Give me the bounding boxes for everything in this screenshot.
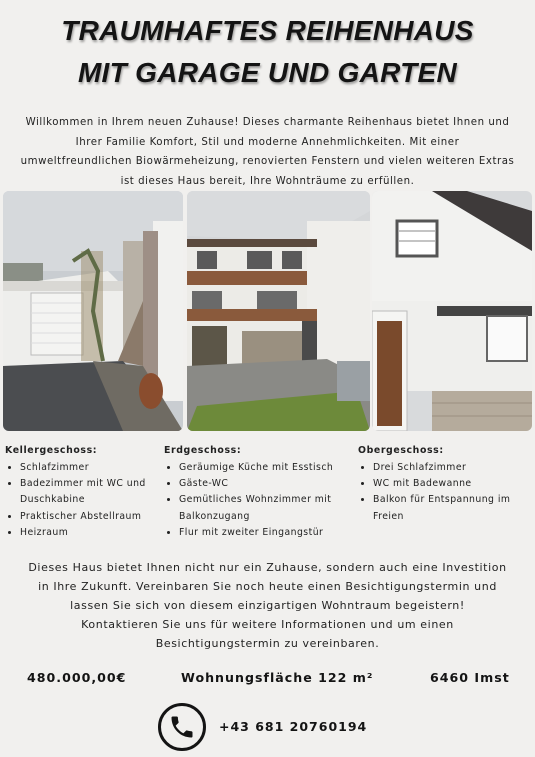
page-title: [0, 10, 535, 94]
list-item: • Praktischer Abstellraum: [20, 509, 160, 525]
outro-paragraph: [0, 558, 535, 653]
list-item: • Drei Schlafzimmer: [373, 460, 533, 476]
list-item-text: Balkon für Entspannung im: [373, 494, 511, 506]
list-item: • Geräumige Küche mit Esstisch: [179, 460, 349, 476]
intro-line: Ihrer Familie Komfort, Stil und moderne Annehmlichkeiten. Mit einer: [75, 136, 460, 148]
list-item-text: Freien: [373, 510, 404, 522]
phone-number[interactable]: +43 681 20760194: [219, 719, 368, 734]
living-area: Wohnungsfläche 122 m²: [181, 670, 374, 685]
title-line-1: TRAUMHAFTES REIHENHAUS: [61, 15, 474, 46]
photo-house-side-door: [372, 191, 532, 431]
price: 480.000,00€: [27, 670, 127, 685]
list-item: • WC mit Badewanne: [373, 476, 533, 492]
list-item: [179, 492, 349, 524]
list-item-text: Badezimmer mit WC und: [20, 478, 146, 490]
list-item: [373, 492, 533, 524]
kellergeschoss-heading: Kellergeschoss:: [5, 445, 98, 456]
outro-line: Kontaktieren Sie uns für weitere Informationen und um einen: [81, 618, 454, 631]
intro-line: umweltfreundlichen Biowärmeheizung, renovierten Fenstern und vielen weiteren Extras: [20, 156, 515, 167]
outro-line: in Ihre Zukunft. Vereinbaren Sie noch heute einen Besichtigungstermin und: [38, 580, 497, 593]
features-obergeschoss: [358, 445, 533, 525]
intro-line: Willkommen in Ihrem neuen Zuhause! Dieses charmante Reihenhaus bietet Ihnen und: [25, 117, 510, 128]
photo-garage-entrance: [3, 191, 183, 431]
obergeschoss-heading: Obergeschoss:: [358, 445, 444, 456]
title-line-2: MIT GARAGE UND GARTEN: [77, 57, 458, 88]
outro-line: Dieses Haus bietet Ihnen nicht nur ein Zuhause, sondern auch eine Investition: [28, 561, 507, 574]
list-item: • Gäste-WC: [179, 476, 349, 492]
outro-line: Besichtigungstermin zu vereinbaren.: [155, 637, 380, 650]
erdgeschoss-heading: Erdgeschoss:: [164, 445, 242, 456]
list-item-text: Duschkabine: [20, 494, 85, 506]
list-item: • Flur mit zweiter Eingangstür: [179, 525, 349, 541]
intro-paragraph: [0, 113, 535, 191]
list-item-text: Balkonzugang: [179, 510, 250, 522]
list-item: • Schlafzimmer: [20, 460, 160, 476]
intro-line: ist dieses Haus bereit, Ihre Wohnträume zu erfüllen.: [120, 175, 415, 187]
phone-icon: [158, 703, 206, 751]
location: 6460 Imst: [430, 670, 510, 685]
list-item: [20, 476, 160, 508]
outro-line: lassen Sie sich von diesem einzigartigen Wohntraum begeistern!: [70, 599, 465, 612]
list-item: • Heizraum: [20, 525, 160, 541]
list-item-text: Gemütliches Wohnzimmer mit: [179, 494, 332, 506]
photo-house-rear-garden: [187, 191, 370, 431]
features-erdgeschoss: [164, 445, 349, 541]
features-kellergeschoss: [5, 445, 160, 541]
